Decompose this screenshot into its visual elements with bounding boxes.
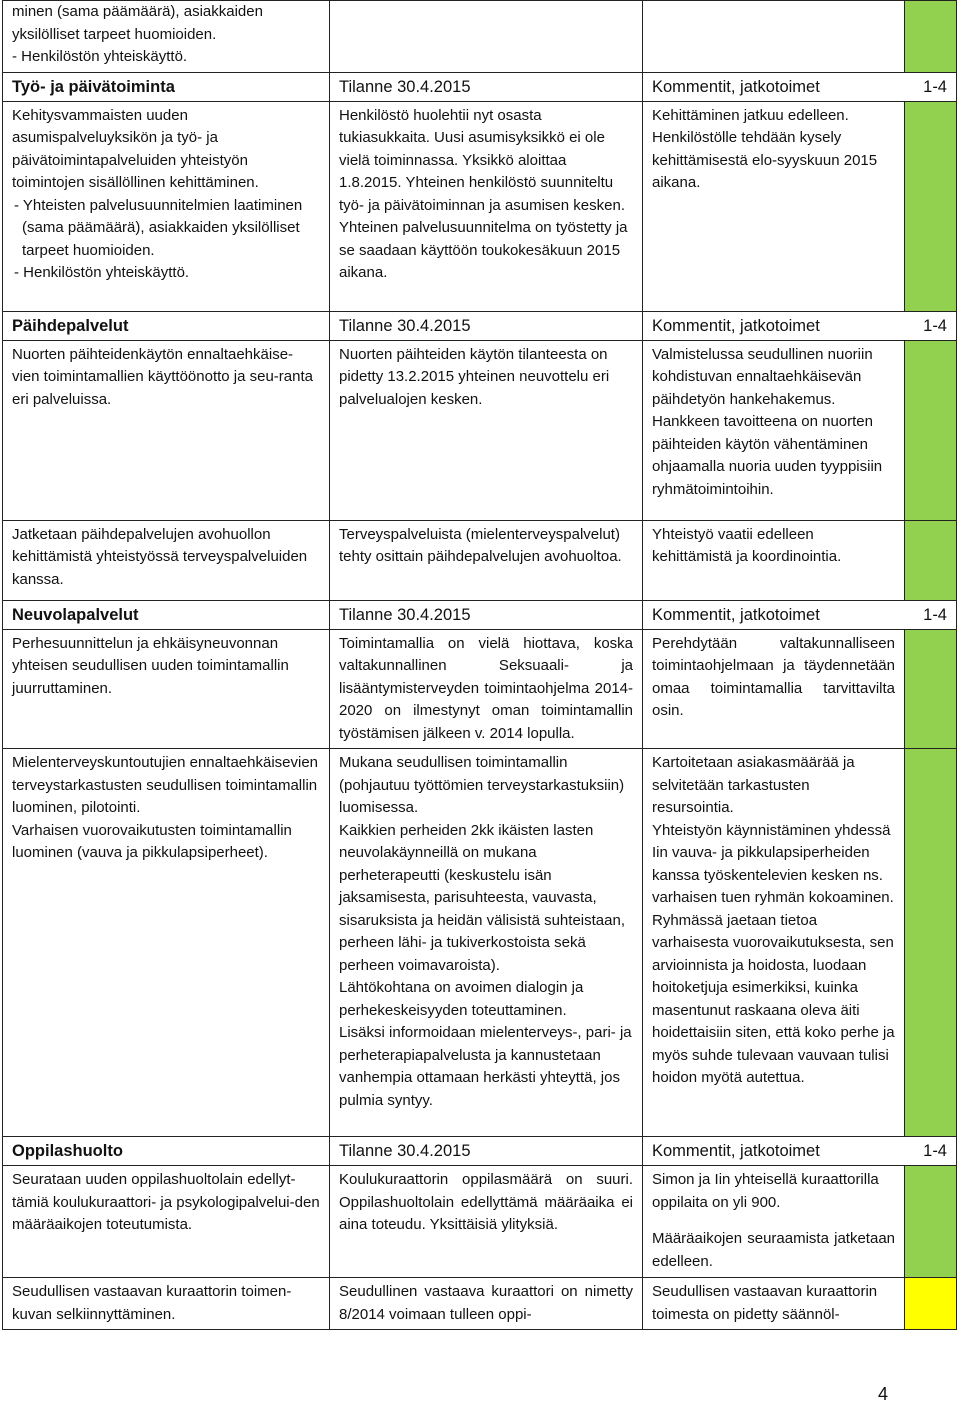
table-row bbox=[3, 749, 957, 1137]
goal-text: Seurataan uuden oppilashuoltolain edellyt-tämiä koulukuraattori- ja psykologipalvelui-den määräaikojen toteutumista. bbox=[12, 1171, 320, 1233]
comments-label: Kommentit, jatkotoimet bbox=[652, 316, 820, 335]
status-color-cell bbox=[905, 1, 957, 73]
section-status: Tilanne 30.4.2015 bbox=[330, 311, 643, 340]
situation-cell bbox=[330, 1, 643, 73]
status-color-cell bbox=[905, 629, 957, 749]
comment-cell bbox=[643, 629, 905, 749]
goal-text: Perhesuunnittelun ja ehkäisyneuvonnan yhteisen seudullisen uuden toimintamallin juurruttaminen. bbox=[12, 634, 289, 697]
goal-cell bbox=[3, 629, 330, 749]
situation-cell bbox=[330, 749, 643, 1137]
goal-cell bbox=[3, 101, 330, 311]
section-status: Tilanne 30.4.2015 bbox=[330, 1137, 643, 1166]
goal-text: - Yhteisten palvelusuunnitelmien laatiminen (sama päämäärä), asiakkaiden yksilölliset tarpeet huomioiden. bbox=[14, 196, 303, 259]
comment-text: Määräaikojen seuraamista jatketaan edelleen. bbox=[652, 1230, 895, 1270]
range-label: 1-4 bbox=[923, 316, 947, 335]
status-color-cell bbox=[905, 340, 957, 520]
goal-text: Seudullisen vastaavan kuraattorin toimen-kuvan selkiinnyttäminen. bbox=[12, 1283, 292, 1323]
situation-text: Koulukuraattorin oppilasmäärä on suuri. Oppilashuoltolain edellyttämä määräaika ei aina toteudu. Yksittäisiä ylityksiä. bbox=[339, 1171, 633, 1233]
goal-text: Jatketaan päihdepalvelujen avohuollon kehittämistä yhteistyössä terveyspalveluiden kanssa. bbox=[12, 525, 308, 588]
goal-cell bbox=[3, 340, 330, 520]
situation-text: Toimintamallia on vielä hiottava, koska valtakunnallinen Seksuaali- ja lisääntymisterveyden toimintaohjelma 2014-2020 on ilmestynyt oman toimintamallin työstämisen jälkeen v. 2014 lopulla. bbox=[339, 634, 633, 742]
situation-text: Lähtökohtana on avoimen dialogin ja perhekeskeisyyden toteuttaminen. bbox=[339, 979, 584, 1019]
status-color-cell bbox=[905, 749, 957, 1137]
section-status: Tilanne 30.4.2015 bbox=[330, 72, 643, 101]
comment-cell bbox=[643, 1, 905, 73]
goal-text: Mielenterveyskuntoutujien ennaltaehkäisevien terveystarkastusten seudullisen toimintamallin luominen, pilotointi. bbox=[12, 754, 319, 816]
comment-cell bbox=[643, 520, 905, 600]
situation-cell bbox=[330, 340, 643, 520]
comment-text: Yhteistyön käynnistäminen yhdessä Iin vauva- ja pikkulapsiperheiden kanssa työskentelevien kesken ns. varhaisen tuen ryhmän kokoaminen. bbox=[652, 821, 894, 906]
goal-text: Nuorten päihteidenkäytön ennaltaehkäise-vien toimintamallien käyttöönotto ja seu-ranta eri palveluissa. bbox=[12, 345, 313, 408]
page-number: 4 bbox=[878, 1384, 889, 1404]
goal-cell bbox=[3, 520, 330, 600]
comments-label: Kommentit, jatkotoimet bbox=[652, 605, 820, 624]
range-label: 1-4 bbox=[923, 77, 947, 96]
section-header bbox=[3, 72, 957, 101]
comment-cell bbox=[643, 749, 905, 1137]
section-status: Tilanne 30.4.2015 bbox=[330, 600, 643, 629]
comment-text: Ryhmässä jaetaan tietoa varhaisesta vuorovaikutuksesta, sen arvioinnista ja hoidosta, luodaan hoitoketjuja esimerkiksi, kuinka masentunut raskaana oleva äiti hoidettaisiin siten, että koko perhe ja myös suhde tulevaan vauvaan tulisi hoidon myötä autettua. bbox=[652, 911, 895, 1086]
comment-text: Yhteistyö vaatii edelleen kehittämistä ja koordinointia. bbox=[652, 525, 842, 565]
comment-cell bbox=[643, 1166, 905, 1278]
goal-cell bbox=[3, 1278, 330, 1330]
goal-cell bbox=[3, 749, 330, 1137]
goal-text: Varhaisen vuorovaikutusten toimintamallin luominen (vauva ja pikkulapsiperheet). bbox=[12, 821, 292, 861]
comment-text: Simon ja Iin yhteisellä kuraattorilla oppilaita on yli 900. bbox=[652, 1171, 879, 1211]
comments-label: Kommentit, jatkotoimet bbox=[652, 77, 820, 96]
status-color-cell bbox=[905, 101, 957, 311]
section-comments-header bbox=[643, 600, 957, 629]
table-row bbox=[3, 340, 957, 520]
comments-label: Kommentit, jatkotoimet bbox=[652, 1142, 820, 1160]
comment-cell bbox=[643, 1278, 905, 1330]
table-row bbox=[3, 1166, 957, 1278]
situation-cell bbox=[330, 520, 643, 600]
situation-cell bbox=[330, 101, 643, 311]
status-color-cell bbox=[905, 520, 957, 600]
section-header bbox=[3, 1137, 957, 1166]
table-row bbox=[3, 1, 957, 73]
section-title: Työ- ja päivätoiminta bbox=[3, 72, 330, 101]
table-row bbox=[3, 629, 957, 749]
goal-text: - Henkilöstön yhteiskäyttö. bbox=[14, 264, 190, 281]
status-color-cell bbox=[905, 1278, 957, 1330]
situation-text: Kaikkien perheiden 2kk ikäisten lasten neuvolakäynneillä on mukana perheterapeutti (keskustelu isän jaksamisesta, parisuhteesta, vauvasta, sisaruksista ja heidän välisistä suhteistaan, perheen lähi- ja tukiverkostoista sekä perheen voimavaroista). bbox=[339, 821, 625, 974]
comment-text: Seudullisen vastaavan kuraattorin toimesta on pidetty säännöl- bbox=[652, 1283, 878, 1323]
comment-text: Perehdytään valtakunnalliseen toimintaohjelmaan ja täydennetään omaa toimintamallia tarvittavilta osin. bbox=[652, 634, 895, 719]
range-label: 1-4 bbox=[923, 1142, 947, 1160]
table-row bbox=[3, 520, 957, 600]
situation-text: Yhteinen palvelusuunnitelma on työstetty ja se saadaan käyttöön toukokesäkuun 2015 aikana. bbox=[339, 219, 628, 281]
goal-text: Kehitysvammaisten uuden asumispalveluyksikön ja työ- ja päivätoimintapalveluiden yhteistyön toimintojen sisällöllinen kehittäminen. bbox=[12, 106, 259, 191]
section-title: Neuvolapalvelut bbox=[3, 600, 330, 629]
section-header bbox=[3, 600, 957, 629]
document bbox=[2, 0, 956, 1330]
section-title: Päihdepalvelut bbox=[3, 311, 330, 340]
comment-cell bbox=[643, 101, 905, 311]
situation-cell bbox=[330, 629, 643, 749]
goal-cell bbox=[3, 1166, 330, 1278]
situation-text: Terveyspalveluista (mielenterveyspalvelut) tehty osittain päihdepalvelujen avohuoltoa. bbox=[339, 525, 622, 565]
situation-text: Seudullinen vastaava kuraattori on nimetty 8/2014 voimaan tulleen oppi- bbox=[339, 1283, 633, 1323]
plan-table bbox=[2, 0, 957, 1330]
goal-text: minen (sama päämäärä), asiakkaiden yksilölliset tarpeet huomioiden. bbox=[12, 3, 263, 43]
section-comments-header bbox=[643, 311, 957, 340]
status-color-cell bbox=[905, 1166, 957, 1278]
goal-cell bbox=[3, 1, 330, 73]
section-comments-header bbox=[643, 1137, 957, 1166]
comment-text: Kehittäminen jatkuu edelleen. Henkilöstölle tehdään kysely kehittämisestä elo-syyskuun 2015 aikana. bbox=[652, 106, 878, 191]
table-row bbox=[3, 1278, 957, 1330]
comment-text: Kartoitetaan asiakasmäärää ja selvitetään tarkastusten resursointia. bbox=[652, 754, 855, 816]
situation-cell bbox=[330, 1166, 643, 1278]
goal-text: - Henkilöstön yhteiskäyttö. bbox=[12, 48, 188, 65]
section-comments-header bbox=[643, 72, 957, 101]
situation-text: Henkilöstö huolehtii nyt osasta tukiasukkaita. Uusi asumisyksikkö ei ole vielä toiminnassa. Yksikkö aloittaa 1.8.2015. Yhteinen henkilöstö suunniteltu työ- ja päivätoiminnan ja asumisen kesken. bbox=[339, 106, 625, 214]
table-row bbox=[3, 101, 957, 311]
situation-text: Mukana seudullisen toimintamallin (pohjautuu työttömien terveystarkastuksiin) luomisessa. bbox=[339, 754, 625, 816]
range-label: 1-4 bbox=[923, 605, 947, 624]
situation-cell bbox=[330, 1278, 643, 1330]
situation-text: Nuorten päihteiden käytön tilanteesta on pidetty 13.2.2015 yhteinen neuvottelu eri palvelualojen kesken. bbox=[339, 345, 610, 408]
section-title: Oppilashuolto bbox=[3, 1137, 330, 1166]
situation-text: Lisäksi informoidaan mielenterveys-, pari- ja perheterapiapalvelusta ja kannustetaan vanhempia ottamaan herkästi yhteyttä, jos pulmia syntyy. bbox=[339, 1024, 632, 1109]
comment-cell bbox=[643, 340, 905, 520]
section-header bbox=[3, 311, 957, 340]
comment-text: Valmistelussa seudullinen nuoriin kohdistuvan ennaltaehkäisevän päihdetyön hankehakemus. Hankkeen tavoitteena on nuorten päihteiden käytön vähentäminen ohjaamalla nuoria uuden tyyppisiin ryhmätoimintoihin. bbox=[652, 345, 883, 498]
